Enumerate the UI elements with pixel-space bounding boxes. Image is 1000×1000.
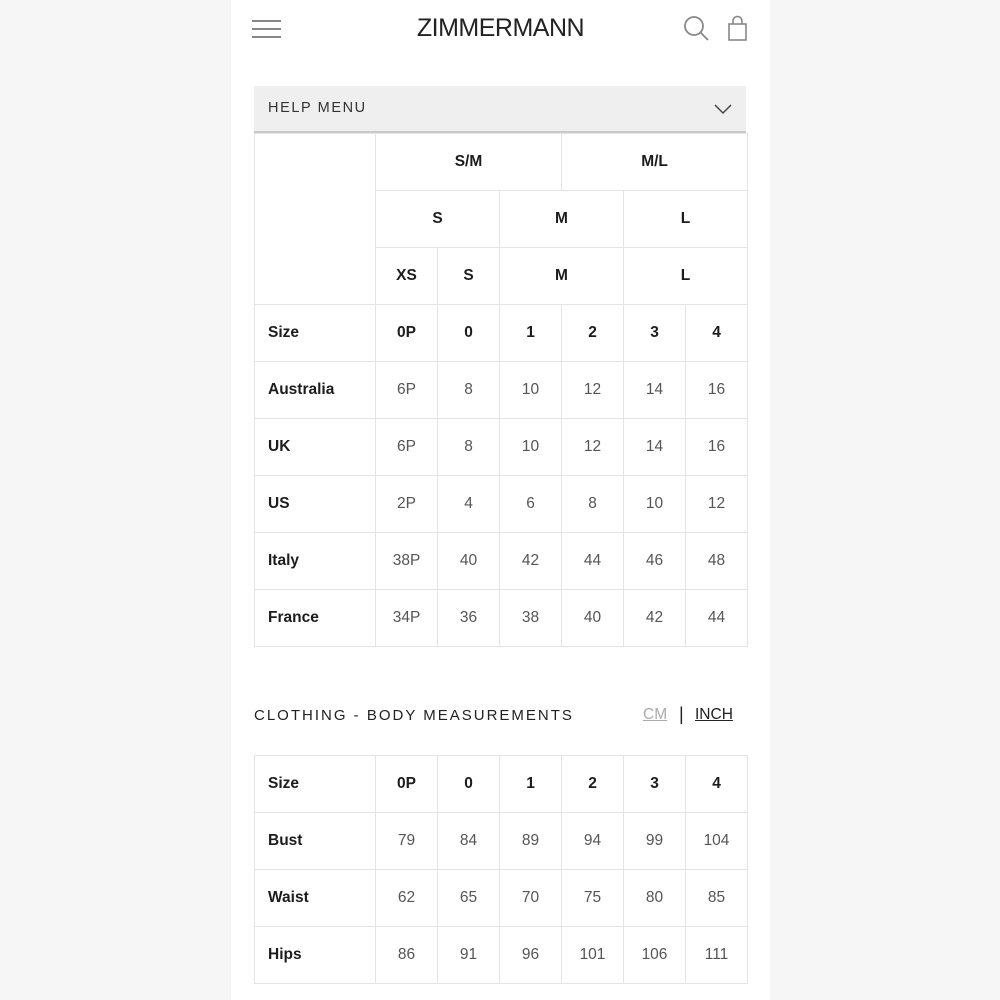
table-cell: 10 [624,476,686,533]
table-cell: 75 [562,870,624,927]
table-cell: 91 [438,927,500,984]
table-cell: 2P [376,476,438,533]
table-cell: 84 [438,813,500,870]
table-cell: 8 [438,419,500,476]
table-row [255,927,748,984]
search-icon[interactable] [682,14,712,44]
empty-corner-cell [255,134,376,305]
table-cell: 6P [376,419,438,476]
table-cell: 12 [686,476,748,533]
row-label: France [255,590,376,647]
page [231,0,770,1000]
table-cell: 94 [562,813,624,870]
table-row [255,134,748,191]
size-header-cell: 3 [624,305,686,362]
help-menu-label: HELP MENU [268,100,367,116]
group-cell: M/L [562,134,748,191]
table-cell: 44 [686,590,748,647]
group-cell: M [500,191,624,248]
table-cell: 36 [438,590,500,647]
unit-cm-toggle[interactable]: CM [643,706,668,723]
size-header-cell: 1 [500,305,562,362]
table-cell: 70 [500,870,562,927]
group-cell: S/M [376,134,562,191]
size-header-cell: 0 [438,756,500,813]
table-cell: 99 [624,813,686,870]
table-cell: 4 [438,476,500,533]
table-cell: 80 [624,870,686,927]
table-cell: 62 [376,870,438,927]
table-cell: 12 [562,362,624,419]
size-header-cell: 0 [438,305,500,362]
table-cell: 6P [376,362,438,419]
header [231,0,770,62]
row-label: Hips [255,927,376,984]
row-label: Waist [255,870,376,927]
help-menu-dropdown[interactable] [254,86,746,133]
table-header-row [255,305,748,362]
table-cell: 96 [500,927,562,984]
table-cell: 48 [686,533,748,590]
table-cell: 42 [624,590,686,647]
table-cell: 8 [438,362,500,419]
table-cell: 6 [500,476,562,533]
group-cell: L [624,248,748,305]
table-cell: 10 [500,419,562,476]
row-label: US [255,476,376,533]
table-cell: 16 [686,362,748,419]
row-label: Size [255,305,376,362]
table-row [255,419,748,476]
size-header-cell: 1 [500,756,562,813]
brand-logo[interactable]: ZIMMERMANN [416,14,585,42]
unit-separator: | [679,704,684,724]
table-cell: 79 [376,813,438,870]
table-row [255,590,748,647]
table-cell: 14 [624,362,686,419]
size-header-cell: 2 [562,756,624,813]
table-cell: 12 [562,419,624,476]
table-row [255,533,748,590]
table-cell: 104 [686,813,748,870]
table-cell: 40 [438,533,500,590]
size-header-cell: 2 [562,305,624,362]
group-cell: M [500,248,624,305]
table-cell: 86 [376,927,438,984]
row-label: Bust [255,813,376,870]
table-row [255,813,748,870]
section-title: CLOTHING - BODY MEASUREMENTS [254,707,574,724]
body-measurements-table [254,755,748,984]
row-label: Italy [255,533,376,590]
table-cell: 34P [376,590,438,647]
row-label: UK [255,419,376,476]
table-cell: 106 [624,927,686,984]
group-cell: S [438,248,500,305]
size-conversion-table [254,133,748,647]
size-header-cell: 0P [376,305,438,362]
table-cell: 101 [562,927,624,984]
size-header-cell: 3 [624,756,686,813]
table-cell: 38P [376,533,438,590]
row-label: Size [255,756,376,813]
table-row [255,362,748,419]
table-cell: 38 [500,590,562,647]
unit-inch-toggle[interactable]: INCH [695,706,733,723]
table-header-row [255,756,748,813]
table-cell: 46 [624,533,686,590]
size-header-cell: 4 [686,305,748,362]
table-row [255,476,748,533]
table-cell: 44 [562,533,624,590]
table-cell: 42 [500,533,562,590]
table-row [255,870,748,927]
table-cell: 89 [500,813,562,870]
group-cell: L [624,191,748,248]
table-cell: 65 [438,870,500,927]
table-cell: 16 [686,419,748,476]
size-header-cell: 0P [376,756,438,813]
table-cell: 10 [500,362,562,419]
row-label: Australia [255,362,376,419]
group-cell: XS [376,248,438,305]
table-cell: 8 [562,476,624,533]
table-cell: 40 [562,590,624,647]
table-cell: 14 [624,419,686,476]
group-cell: S [376,191,500,248]
shopping-bag-icon[interactable] [725,14,755,44]
table-cell: 85 [686,870,748,927]
table-cell: 111 [686,927,748,984]
chevron-down-icon [714,102,732,114]
size-header-cell: 4 [686,756,748,813]
